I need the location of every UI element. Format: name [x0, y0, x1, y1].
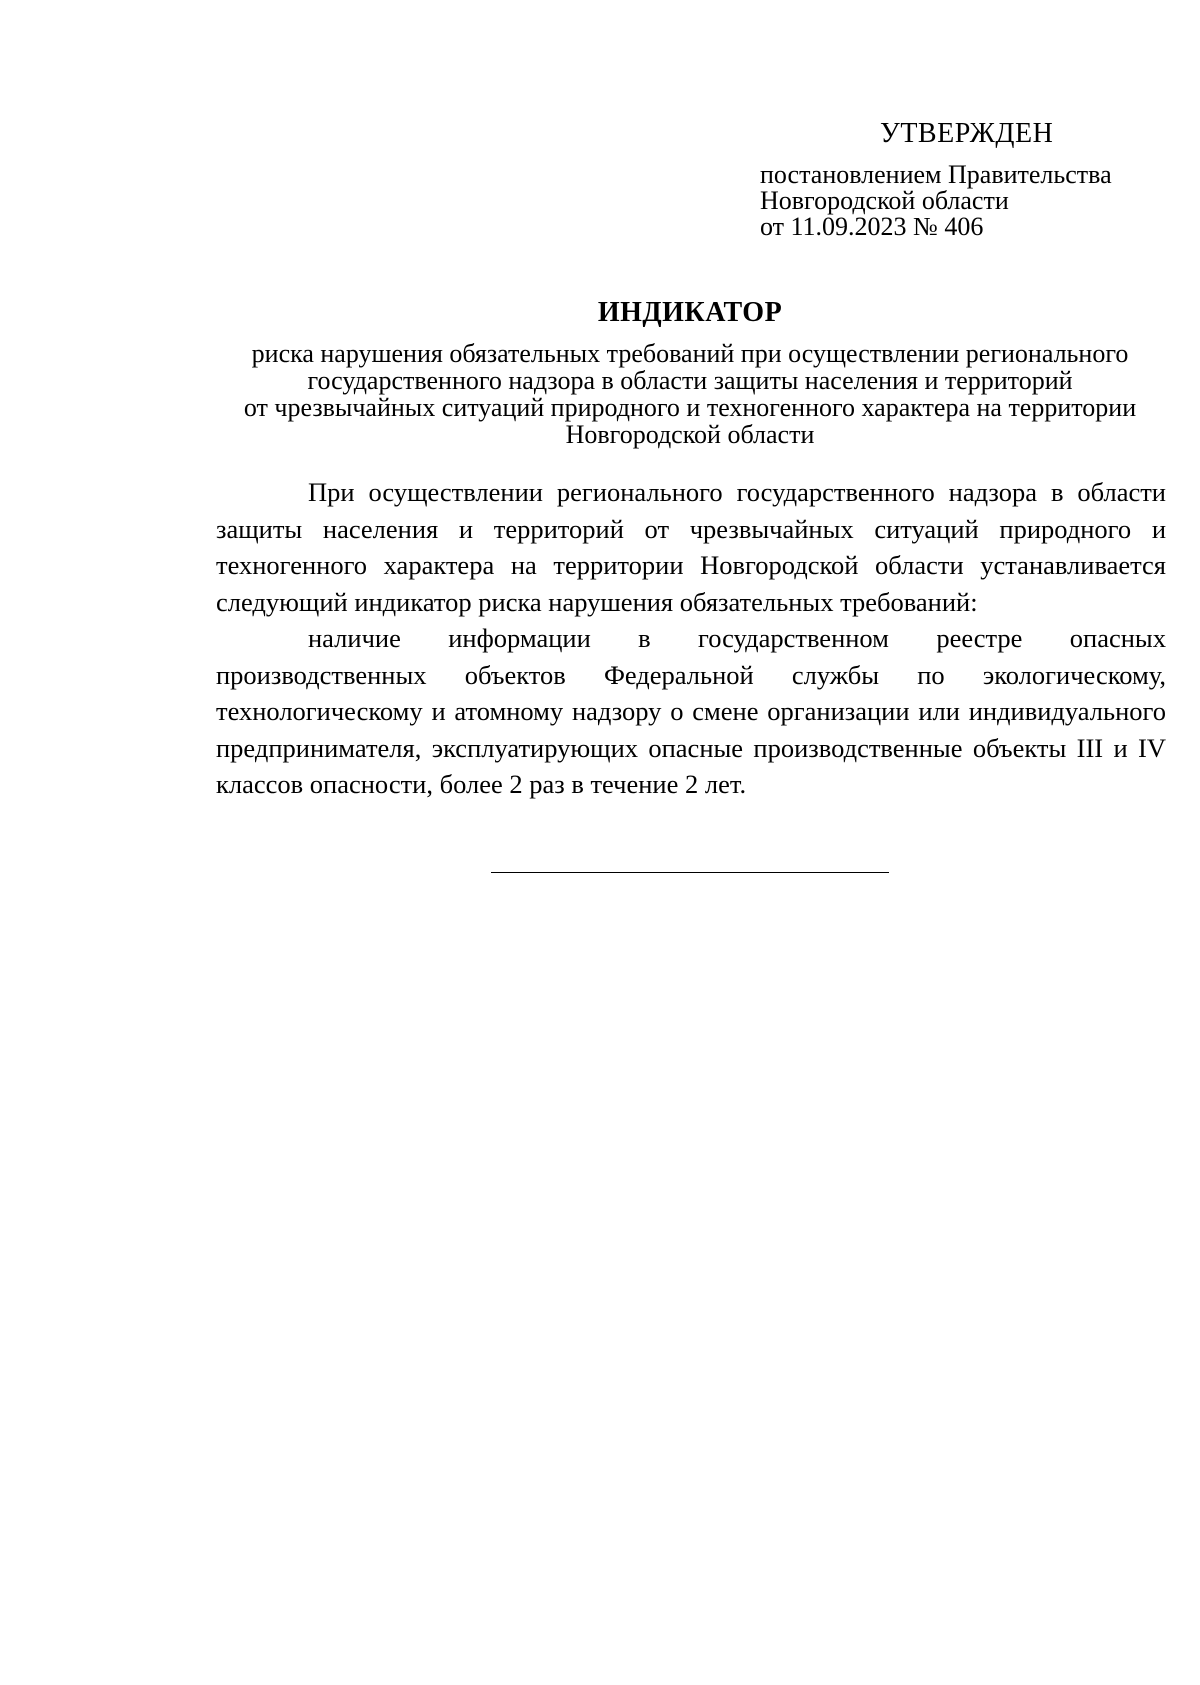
subtitle-line: от чрезвычайных ситуаций природного и техногенного характера на территории [243, 393, 1137, 422]
document-body [216, 474, 1166, 803]
body-paragraph-intro: При осуществлении регионального государственного надзора в области защиты населения и территорий от чрезвычайных ситуаций природного и техногенного характера на территории Новгородской области устанавливается следующий индикатор риска нарушения обязательных требований: [216, 477, 1166, 617]
subtitle-line: государственного надзора в области защиты населения и территорий [307, 366, 1073, 395]
approval-stamp-block [760, 118, 1180, 240]
approval-line-authority: постановлением Правительства [760, 160, 1112, 189]
body-paragraph-indicator: наличие информации в государственном реестре опасных производственных объектов Федеральной службы по экологическому, технологическому и атомному надзору о смене организации или индивидуального предпринимателя, эксплуатирующих опасные производственные объекты III и IV классов опасности, более 2 раз в течение 2 лет. [216, 623, 1166, 799]
approval-line-region: Новгородской области [760, 186, 1009, 215]
approval-line-date-number: от 11.09.2023 № 406 [760, 212, 984, 241]
document-heading: ИНДИКАТОР [597, 297, 783, 328]
subtitle-line: Новгородской области [565, 420, 815, 449]
document-subtitle [200, 340, 1180, 448]
subtitle-line: риска нарушения обязательных требований при осуществлении регионального [251, 339, 1129, 368]
closing-rule-divider [491, 872, 889, 873]
approval-title: УТВЕРЖДЕН [880, 118, 1054, 149]
